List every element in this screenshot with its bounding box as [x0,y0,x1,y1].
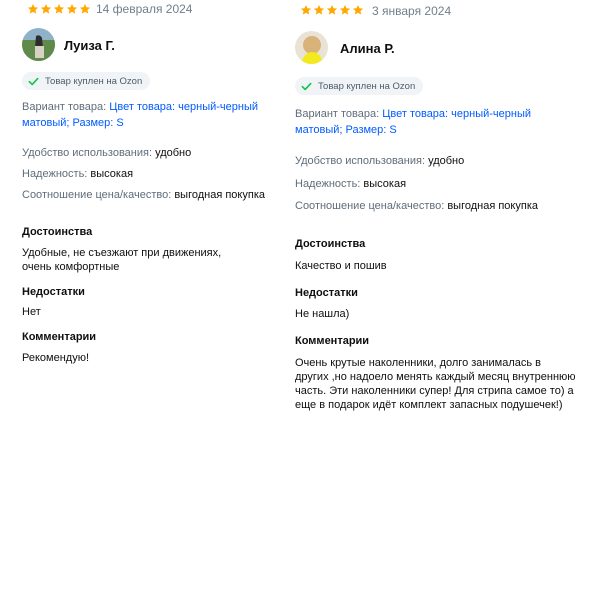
attribute-row [295,153,464,169]
comment-line: еще в подарок идёт комплект запасных подушечек!) [295,399,563,411]
pros-text [22,246,284,274]
pros-line: Удобные, не съезжают при движениях, [22,247,222,259]
cons-title: Недостатки [22,286,85,298]
avatar[interactable] [22,28,55,61]
badge-text: Товар куплен на Ozon [45,75,143,87]
star-icon [53,3,65,15]
variant-value-cont[interactable]: матовый; Размер: S [22,117,124,129]
variant-line-1 [22,99,258,115]
pros-text: Качество и пошив [295,260,387,272]
variant-value[interactable]: Цвет товара: черный-черный [382,108,532,120]
rating-stars [300,4,364,16]
attribute-row [22,187,265,203]
badge-text: Товар куплен на Ozon [318,80,416,92]
attribute-label: Удобство использования: [295,155,426,167]
rating-stars [27,3,91,15]
author-name: Луиза Г. [64,38,115,53]
pros-title: Достоинства [22,226,93,238]
attribute-row [295,198,538,214]
check-icon [28,76,39,87]
author-name: Алина Р. [340,41,395,56]
attribute-label: Соотношение цена/качество: [295,200,445,212]
attribute-value: удобно [155,147,192,159]
star-icon [79,3,91,15]
verified-purchase-badge [22,72,150,90]
verified-purchase-badge [295,77,423,95]
star-icon [326,4,338,16]
cons-text: Нет [22,306,41,318]
attribute-value: высокая [90,168,134,180]
star-icon [66,3,78,15]
comment-title: Комментарии [295,335,370,347]
cons-title: Недостатки [295,287,358,299]
review-date: 14 февраля 2024 [96,2,193,16]
variant-value-cont[interactable]: матовый; Размер: S [295,124,397,136]
attribute-row [22,145,191,161]
comment-line: Очень крутые наколенники, долго занималась в [295,357,541,369]
attribute-value: высокая [363,178,407,190]
attribute-row [295,176,406,192]
star-icon [313,4,325,16]
review-date: 3 января 2024 [372,4,452,18]
pros-line: очень комфортные [22,261,120,273]
attribute-label: Удобство использования: [22,147,153,159]
attribute-value: выгодная покупка [447,200,538,212]
attribute-label: Надежность: [295,178,361,190]
attribute-label: Соотношение цена/качество: [22,189,172,201]
star-icon [339,4,351,16]
comment-title: Комментарии [22,331,97,343]
comment-text: Рекомендую! [22,352,90,364]
star-icon [27,3,39,15]
variant-label: Вариант товара: [22,101,107,113]
variant-label: Вариант товара: [295,108,380,120]
attribute-value: выгодная покупка [174,189,265,201]
comment-line: часть. Эти наколенники супер! Для стрипа самое то) а [295,385,574,397]
attribute-value: удобно [428,155,465,167]
avatar[interactable] [295,31,328,64]
star-icon [40,3,52,15]
cons-text: Не нашла) [295,308,350,320]
check-icon [301,81,312,92]
variant-value[interactable]: Цвет товара: черный-черный [109,101,259,113]
comment-line: других ,но надоело менять каждый месяц внутреннюю [295,371,576,383]
attribute-row [22,166,133,182]
variant-line-1 [295,106,531,122]
attribute-label: Надежность: [22,168,88,180]
comment-text [295,356,595,412]
pros-title: Достоинства [295,238,366,250]
star-icon [300,4,312,16]
star-icon [352,4,364,16]
